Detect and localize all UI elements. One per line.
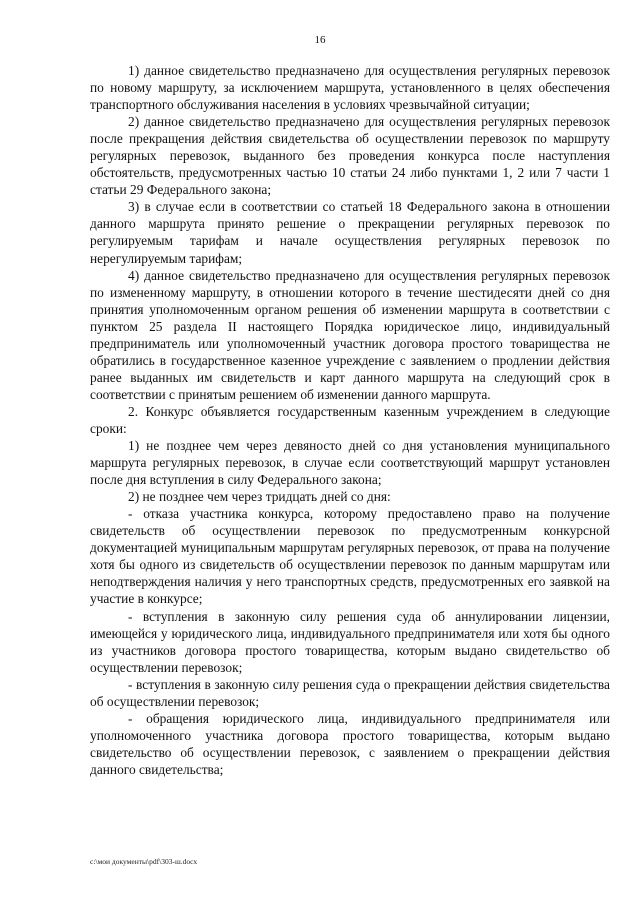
paragraph-4: 4) данное свидетельство предназначено для осуществления регулярных перевозок по измененному маршруту, в отношении которого в течение шестидесяти дней со дня принятия уполномоченным органом решения об изменении маршрута в соответствии с пунктом 25 раздела II настоящего Порядка юридическое лицо, индивидуальный предприниматель или уполномоченный участник договора простого товарищества не обратились в государственное казенное учреждение с заявлением о продлении действия ранее выданных им свидетельств и карт данного маршрута на следующий срок в соответствии с принятым решением об изменении данного маршрута.	[90, 267, 610, 402]
paragraph-10: - вступления в законную силу решения суда о прекращении действия свидетельства об осуществлении перевозок;	[90, 676, 610, 709]
paragraph-6: 1) не позднее чем через девяносто дней со дня установления муниципального маршрута регулярных перевозок, в случае если соответствующий маршрут установлен после дня вступления в силу Федерального закона;	[90, 438, 610, 488]
page-number: 16	[314, 34, 326, 46]
paragraph-9: - вступления в законную силу решения суда об аннулировании лицензии, имеющейся у юридического лица, индивидуального предпринимателя или хотя бы одного из участников договора простого товарищества, которым выдано свидетельство об осуществлении перевозок;	[90, 608, 610, 675]
paragraph-5: 2. Конкурс объявляется государственным казенным учреждением в следующие сроки:	[90, 403, 610, 436]
paragraph-7: 2) не позднее чем через тридцать дней со дня:	[128, 489, 391, 505]
paragraph-1: 1) данное свидетельство предназначено для осуществления регулярных перевозок по новому маршруту, за исключением маршрута, установленного в целях обеспечения транспортного обслуживания населения в условиях чрезвычайной ситуации;	[90, 63, 610, 113]
paragraph-11: - обращения юридического лица, индивидуального предпринимателя или уполномоченного участника договора простого товарищества, которым выдано свидетельство об осуществлении перевозок, с заявлением о прекращении действия данного свидетельства;	[90, 710, 610, 777]
paragraph-8: - отказа участника конкурса, которому предоставлено право на получение свидетельств об осуществлении перевозок по предусмотренным конкурсной документацией муниципальным маршрутам регулярных перевозок, от права на получение хотя бы одного из свидетельств об осуществлении перевозок по данным маршрутам или неподтверждения наличия у него транспортных средств, предусмотренных его заявкой на участие в конкурсе;	[90, 506, 610, 607]
paragraph-3: 3) в случае если в соответствии со статьей 18 Федерального закона в отношении данного маршрута принято решение о прекращении регулярных перевозок по регулируемым тарифам и начале осуществления регулярных перевозок по нерегулируемым тарифам;	[90, 199, 610, 266]
document-body	[90, 62, 610, 778]
footer-file-path: c:\мои документы\pdf\303-ш.docx	[90, 857, 198, 866]
paragraph-2: 2) данное свидетельство предназначено для осуществления регулярных перевозок после прекращения действия свидетельства об осуществлении перевозок по маршруту регулярных перевозок, выданного без проведения конкурса после наступления обстоятельств, предусмотренных частью 10 статьи 24 либо пунктами 1, 2 или 7 части 1 статьи 29 Федерального закона;	[90, 114, 610, 198]
